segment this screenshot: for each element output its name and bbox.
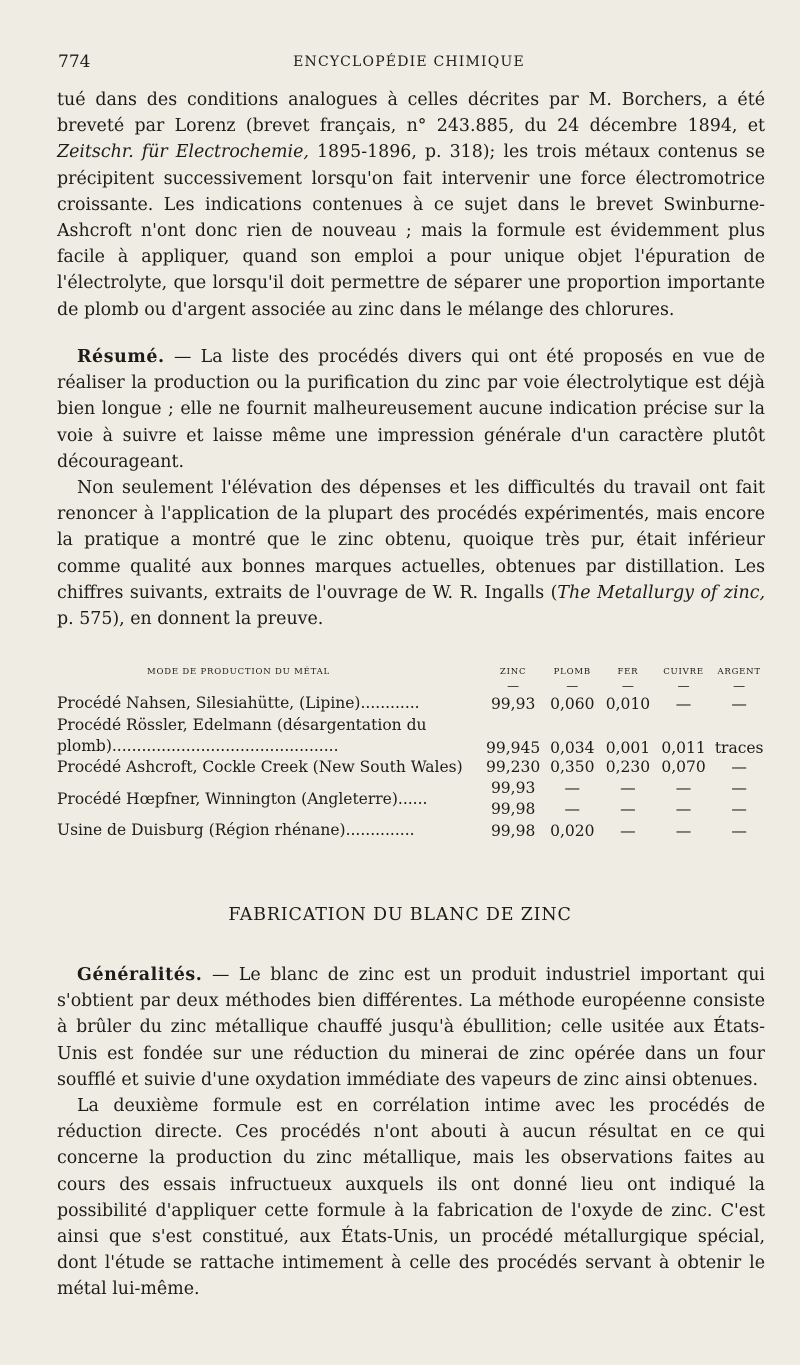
cell-zinc: 99,93 bbox=[490, 694, 536, 713]
cell-zinc: 99,98 bbox=[490, 821, 536, 840]
col-header-argent: ARGENT bbox=[717, 667, 761, 677]
col-header-cuivre: CUIVRE bbox=[663, 667, 704, 677]
paragraph-borchers bbox=[57, 87, 765, 323]
resume-heading: Résumé. bbox=[77, 347, 165, 367]
table-row bbox=[57, 693, 767, 715]
cell-fer: 0,001 bbox=[605, 738, 651, 757]
cell-cuivre-pair bbox=[656, 778, 712, 820]
section-title: FABRICATION DU BLANC DE ZINC bbox=[228, 905, 572, 925]
text-run: — La liste des procédés divers qui ont été proposés en vue de réaliser la production ou la purification du zinc par voie électrolytique est déjà bien longue ; elle ne fournit malheureusement aucune indication précise sur la voie à suivre et laisse même une impression générale d'un caractère plutôt décourageant. bbox=[57, 347, 765, 472]
cell-cuivre-2: — bbox=[675, 800, 692, 818]
text-run: Non seulement l'élévation des dépenses et les difficultés du travail ont fait renoncer à l'application de la plupart des procédés expérimentés, mais encore la pratique a montré que le zinc obtenu, quoique très pur, était inférieur comme qualité aux bonnes marques actuelles, obtenues par distillation. Les chiffres suivants, extraits de l'ouvrage de W. R. Ingalls ( bbox=[57, 478, 765, 603]
row-description: Procédé Rössler, Edelmann (désargentation du plomb).............................................. bbox=[57, 715, 427, 755]
cell-fer-2: — bbox=[620, 800, 636, 818]
cell-fer: 0,230 bbox=[605, 758, 651, 777]
table-row bbox=[57, 715, 767, 757]
cell-argent: traces bbox=[714, 738, 764, 757]
table-row bbox=[57, 757, 767, 779]
cell-plomb-pair bbox=[544, 778, 600, 820]
generalites-heading: Généralités. bbox=[77, 965, 203, 985]
row-description: Usine de Duisburg (Région rhénane).............. bbox=[57, 821, 415, 840]
cell-fer: — bbox=[620, 821, 636, 840]
cell-plomb: 0,020 bbox=[550, 821, 595, 840]
header-dash: — bbox=[566, 679, 579, 693]
cell-cuivre: — bbox=[675, 779, 692, 797]
cell-cuivre: — bbox=[675, 821, 692, 840]
text-run: 1895-1896, p. 318); les trois métaux contenus se précipitent successivement lorsqu'on fait intervenir une force électromotrice croissante. Les indications contenues à ce sujet dans le brevet Swinburne-Ashcroft n'ont donc rien de nouveau ; mais la formule est évidemment plus facile à appliquer, quand son emploi a pour unique objet l'épuration de l'électrolyte, que lorsqu'il doit permettre de séparer une proportion importante de plomb ou d'argent associée au zinc dans le mélange des chlorures. bbox=[57, 142, 766, 320]
col-header-zinc: ZINC bbox=[499, 667, 527, 677]
col-header-fer: FER bbox=[617, 667, 639, 677]
cell-fer: 0,010 bbox=[605, 694, 651, 713]
cell-cuivre: — bbox=[675, 694, 692, 713]
text-run: p. 575), en donnent la preuve. bbox=[57, 609, 324, 630]
col-header-plomb: PLOMB bbox=[553, 667, 591, 677]
header-dash: — bbox=[677, 679, 690, 693]
cell-plomb: — bbox=[564, 779, 581, 797]
cell-zinc: 99,945 bbox=[486, 738, 541, 757]
cell-plomb: 0,060 bbox=[550, 694, 595, 713]
cell-plomb: 0,034 bbox=[550, 738, 595, 757]
cell-zinc-2: 99,98 bbox=[490, 800, 536, 818]
cell-argent: — bbox=[731, 758, 747, 777]
table-header-row bbox=[57, 667, 767, 679]
cell-plomb-2: — bbox=[564, 800, 581, 818]
section-resume bbox=[57, 344, 765, 632]
header-rule-row bbox=[57, 679, 767, 693]
header-dash: — bbox=[621, 679, 634, 693]
header-rule bbox=[57, 679, 482, 693]
cell-argent: — bbox=[731, 779, 747, 797]
row-description: Procédé Hœpfner, Winnington (Angleterre)...... bbox=[57, 789, 428, 808]
cell-zinc: 99,93 bbox=[490, 779, 536, 797]
paragraph-reduction: La deuxième formule est en corrélation intime avec les procédés de réduction directe. Ces procédés n'ont abouti à aucun résultat en ce qui concerne la production du zinc métallique, mais les observations faites au cours des essais infructueux auxquels ils ont donné lieu ont indiqué la possibilité d'appliquer cette formule à la fabrication de l'oxyde de zinc. C'est ainsi que s'est constitué, aux États-Unis, un procédé métallurgique spécial, dont l'étude se rattache intimement à celle des procédés servant à obtenir le métal lui-même. bbox=[57, 1096, 765, 1300]
col-header-mode: MODE DE PRODUCTION DU MÉTAL bbox=[147, 667, 330, 677]
cell-zinc: 99,230 bbox=[486, 758, 541, 777]
paragraph-resume bbox=[57, 344, 765, 475]
row-description: Procédé Nahsen, Silesiahütte, (Lipine)............ bbox=[57, 694, 420, 713]
cell-cuivre: 0,011 bbox=[661, 738, 706, 757]
section-generalites bbox=[57, 962, 765, 1303]
cell-argent: — bbox=[731, 821, 747, 840]
cell-argent-2: — bbox=[731, 800, 747, 818]
text-run: — Le blanc de zinc est un produit industriel important qui s'obtient par deux méthodes bien différentes. La méthode européenne consiste à brûler du zinc métallique chauffé jusqu'à ébullition; celle usitée aux États-Unis est fondée sur une réduction du minerai de zinc opérée dans un four soufflé et suivie d'une oxydation immédiate des vapeurs de zinc ainsi obtenues. bbox=[57, 965, 765, 1090]
table-row bbox=[57, 820, 767, 842]
page-header bbox=[58, 52, 760, 74]
header-dash: — bbox=[733, 679, 746, 693]
zinc-purity-table bbox=[57, 667, 767, 842]
cell-plomb: 0,350 bbox=[550, 758, 595, 777]
row-description: Procédé Ashcroft, Cockle Creek (New South Wales) bbox=[57, 757, 463, 776]
paragraph-generalites bbox=[57, 962, 765, 1093]
cell-argent: — bbox=[731, 694, 747, 713]
cell-cuivre: 0,070 bbox=[661, 758, 706, 777]
cell-argent-pair bbox=[711, 778, 767, 820]
page-number: 774 bbox=[58, 52, 91, 72]
text-run: tué dans des conditions analogues à celles décrites par M. Borchers, a été breveté par Lorenz (brevet français, n° 243.885, du 24 décembre 1894, et bbox=[57, 90, 765, 137]
cell-fer: — bbox=[620, 779, 636, 797]
paragraph-text bbox=[57, 87, 765, 323]
journal-title: Zeitschr. für Electrochemie, bbox=[57, 142, 309, 163]
header-dash: — bbox=[507, 679, 520, 693]
table-row bbox=[57, 778, 767, 820]
cell-fer-pair bbox=[600, 778, 656, 820]
paragraph-ingalls bbox=[57, 475, 765, 632]
running-head: ENCYCLOPÉDIE CHIMIQUE bbox=[293, 54, 525, 70]
book-title: The Metallurgy of zinc, bbox=[557, 582, 765, 603]
cell-zinc-pair bbox=[482, 778, 545, 820]
